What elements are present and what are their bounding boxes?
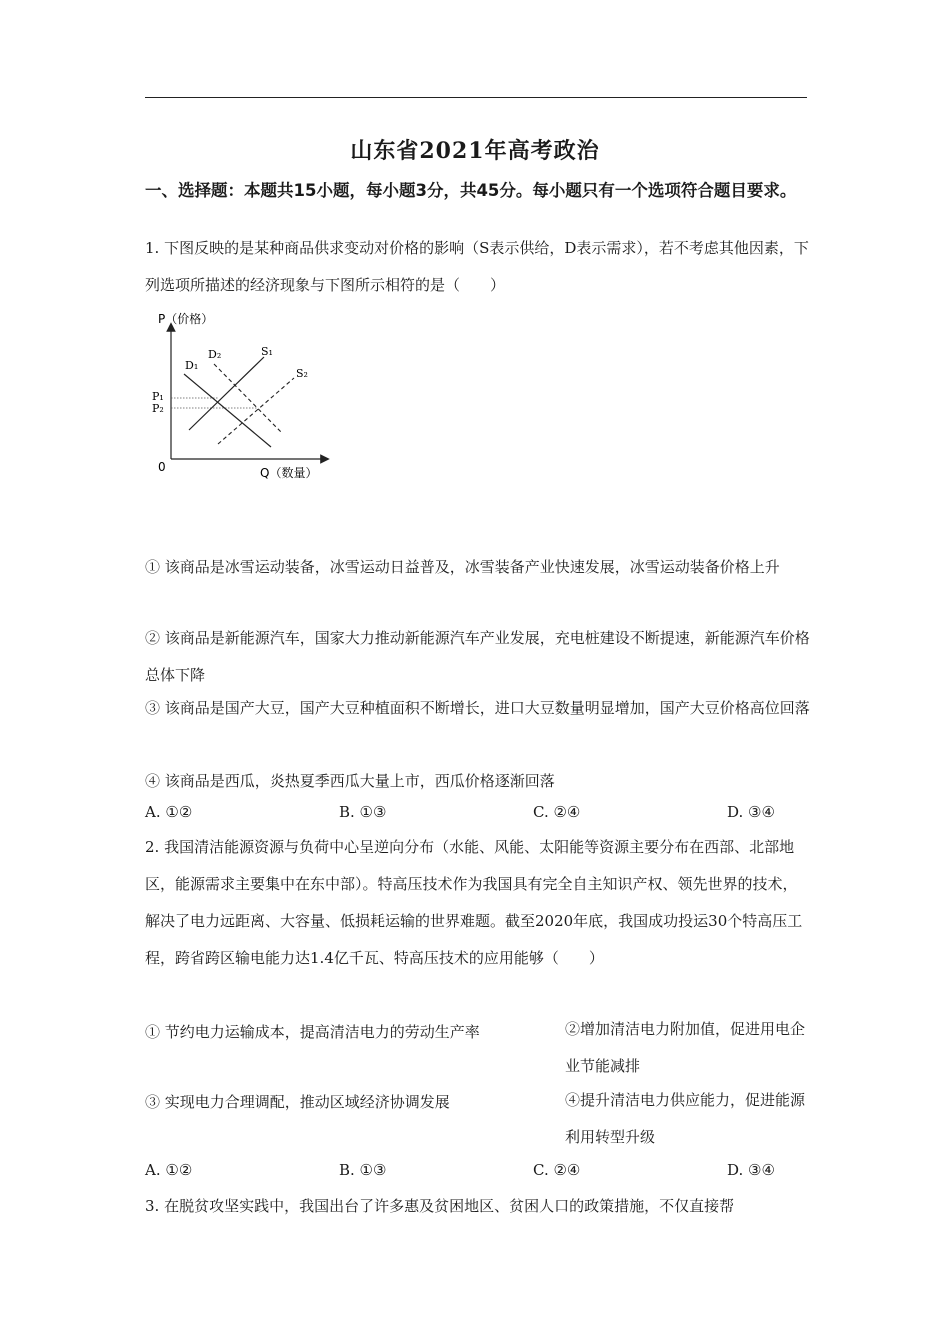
supply-demand-graph: [145, 305, 345, 490]
d1-curve: [184, 374, 271, 447]
page-title: 山东省2021年高考政治: [350, 138, 600, 164]
q1-choice-a[interactable]: A. ①②: [145, 803, 193, 821]
q2-choice-d[interactable]: D. ③④: [727, 1161, 775, 1179]
d1-label: D₁: [185, 359, 199, 372]
q1-choice-b[interactable]: B. ①③: [339, 803, 387, 821]
p2-label: P₂: [152, 402, 164, 415]
q1-statement-3: ③ 该商品是国产大豆，国产大豆种植面积不断增长，进口大豆数量明显增加，国产大豆价格高位回落: [145, 699, 810, 717]
q1-choice-c[interactable]: C. ②④: [533, 803, 581, 821]
x-axis-label: Q（数量）: [260, 466, 318, 480]
q3-stem: 3. 在脱贫攻坚实践中，我国出台了许多惠及贫困地区、贫困人口的政策措施，不仅直接帮: [145, 1197, 735, 1215]
section-heading: 一、选择题：本题共15小题，每小题3分，共45分。每小题只有一个选项符合题目要求。: [145, 181, 797, 200]
s1-label: S₁: [261, 345, 273, 358]
q2-choice-b[interactable]: B. ①③: [339, 1161, 387, 1179]
origin-label: 0: [158, 460, 166, 474]
s2-label: S₂: [296, 367, 308, 380]
q2-statement-3: ③ 实现电力合理调配，推动区域经济协调发展: [145, 1093, 450, 1111]
q2-choice-c[interactable]: C. ②④: [533, 1161, 581, 1179]
d2-label: D₂: [208, 348, 222, 361]
d2-curve: [214, 364, 282, 433]
s1-curve: [189, 357, 264, 430]
q1-statement-2: ② 该商品是新能源汽车，国家大力推动新能源汽车产业发展，充电桩建设不断提速，新能源汽车价格总体下降: [145, 629, 810, 684]
q2-statement-4: [565, 1082, 810, 1156]
q1-stem: 1. 下图反映的是某种商品供求变动对价格的影响（S表示供给，D表示需求），若不考虑其他因素，下列选项所描述的经济现象与下图所示相符的是（ ）: [145, 239, 809, 294]
q2-statement-1: ① 节约电力运输成本，提高清洁电力的劳动生产率: [145, 1023, 480, 1041]
q1-choice-d[interactable]: D. ③④: [727, 803, 775, 821]
q1-statement-1: ① 该商品是冰雪运动装备，冰雪运动日益普及，冰雪装备产业快速发展，冰雪运动装备价格上升: [145, 558, 780, 576]
q1-statement-4: ④ 该商品是西瓜，炎热夏季西瓜大量上市，西瓜价格逐渐回落: [145, 772, 555, 790]
q2-statement-2: [565, 1011, 810, 1085]
header-rule: [145, 97, 807, 98]
y-axis-label: P（价格）: [158, 312, 214, 326]
q2-statement-2-text: ②增加清洁电力附加值，促进用电企业节能减排: [565, 1020, 806, 1075]
q2-choice-a[interactable]: A. ①②: [145, 1161, 193, 1179]
p1-label: P₁: [152, 390, 164, 403]
q2-stem: 2. 我国清洁能源资源与负荷中心呈逆向分布（水能、风能、太阳能等资源主要分布在西部、北部地区，能源需求主要集中在东中部）。特高压技术作为我国具有完全自主知识产权、领先世界的技术，解决了电力远距离、大容量、低损耗运输的世界难题。截至2020年底，我国成功投运30个特高压工程，跨省跨区输电能力达1.4亿千瓦、特高压技术的应用能够（ ）: [145, 838, 803, 967]
q2-statement-4-text: ④提升清洁电力供应能力，促进能源利用转型升级: [565, 1091, 806, 1146]
